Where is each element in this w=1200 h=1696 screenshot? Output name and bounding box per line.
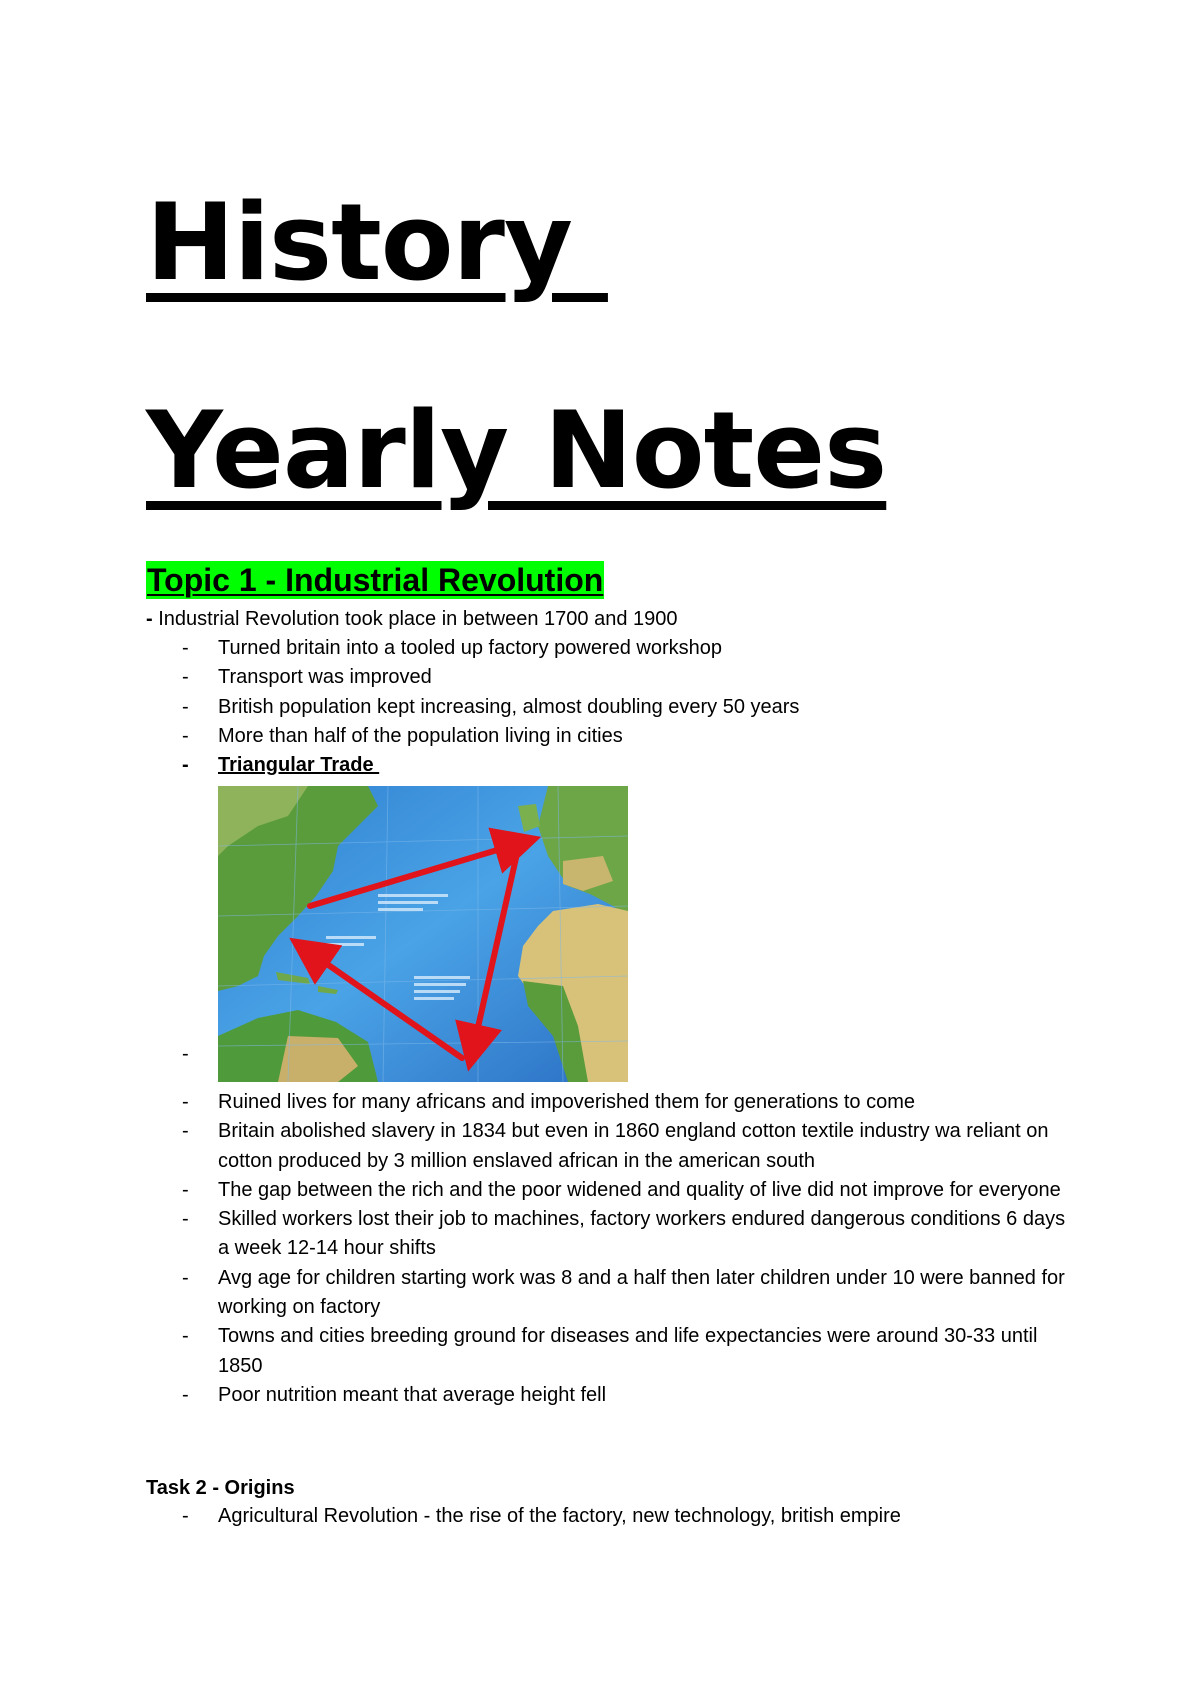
atlantic-map-image — [218, 786, 628, 1082]
title-line-2: Yearly Notes — [146, 389, 887, 512]
bullet-dash: - — [182, 1266, 189, 1289]
list-item-text: Ruined lives for many africans and impoverished them for generations to come — [218, 1091, 916, 1113]
topic-1-heading: Topic 1 - Industrial Revolution — [147, 562, 604, 598]
list-item-text: Towns and cities breeding ground for diseases and life expectancies were around 30-33 until 1850 — [218, 1325, 1038, 1377]
topic-1-bullets — [146, 634, 1076, 1072]
bullet-dash: - — [182, 1208, 189, 1231]
list-item — [146, 1117, 1076, 1176]
bullet-dash: - — [182, 1120, 189, 1143]
list-item — [146, 693, 1076, 722]
list-item-text: Skilled workers lost their job to machines, factory workers endured dangerous conditions 6 days a week 12-14 hour shifts — [218, 1208, 1066, 1260]
intro-dash: - — [146, 608, 153, 630]
list-item-text: Turned britain into a tooled up factory powered workshop — [218, 637, 722, 659]
list-item — [146, 1176, 1076, 1205]
list-item — [146, 722, 1076, 751]
list-item-text: Agricultural Revolution - the rise of the factory, new technology, british empire — [218, 1505, 901, 1527]
list-item-text: The gap between the rich and the poor widened and quality of live did not improve for everyone — [218, 1178, 1061, 1201]
list-item — [146, 663, 1076, 692]
list-item-text: British population kept increasing, almost doubling every 50 years — [218, 695, 800, 718]
bullet-dash: - — [182, 1383, 189, 1406]
list-item — [146, 1205, 1076, 1264]
bullet-dash: - — [182, 1505, 189, 1527]
bullet-dash: - — [182, 724, 189, 747]
list-item-text: More than half of the population living in cities — [218, 724, 623, 747]
list-item-map — [146, 780, 1076, 1072]
bullet-dash: - — [182, 1325, 189, 1348]
triangular-trade-label: Triangular Trade — [218, 754, 380, 777]
list-item — [146, 1088, 1076, 1117]
list-item-text: Transport was improved — [218, 666, 432, 689]
bullet-dash: - — [182, 754, 189, 777]
task-2-heading: Task 2 - Origins — [146, 1477, 295, 1499]
list-item-text: Poor nutrition meant that average height fell — [218, 1383, 607, 1406]
list-item-text: Avg age for children starting work was 8 and a half then later children under 10 were banned for working on factory — [218, 1266, 1065, 1319]
bullet-dash: - — [182, 1178, 189, 1201]
bullet-dash: - — [182, 1043, 189, 1066]
intro-text: Industrial Revolution took place in between 1700 and 1900 — [152, 608, 678, 630]
list-item — [146, 634, 1076, 663]
bullet-dash: - — [182, 1091, 189, 1113]
list-item — [146, 1322, 1076, 1381]
list-item-text: Britain abolished slavery in 1834 but even in 1860 england cotton textile industry wa reliant on cotton produced by 3 million enslaved african in the american south — [218, 1120, 1049, 1172]
topic-1-intro — [146, 605, 678, 634]
topic-1-bullets-after-map — [146, 1088, 1076, 1410]
triangular-trade-map — [218, 786, 628, 1082]
list-item — [146, 1381, 1076, 1410]
list-item-triangular-trade — [146, 751, 1076, 780]
task-2-bullets — [146, 1502, 1076, 1531]
bullet-dash: - — [182, 695, 189, 718]
bullet-dash: - — [182, 637, 189, 659]
list-item — [146, 1264, 1076, 1323]
list-item — [146, 1502, 1076, 1531]
bullet-dash: - — [182, 666, 189, 689]
title-line-1: History — [146, 181, 608, 304]
